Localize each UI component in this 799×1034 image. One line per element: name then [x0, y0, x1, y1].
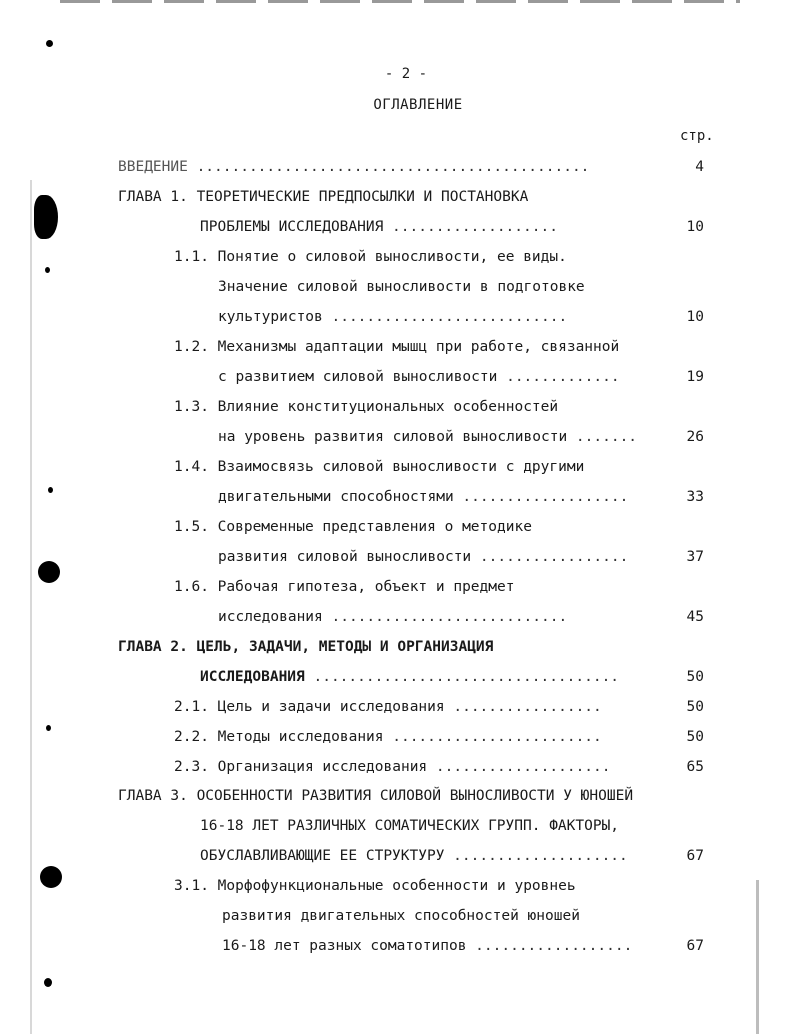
toc-title: ОГЛАВЛЕНИЕ	[373, 97, 463, 113]
toc-page-number: 10	[686, 309, 704, 325]
toc-entry-chapter-2: ГЛАВА 2. ЦЕЛЬ, ЗАДАЧИ, МЕТОДЫ И ОРГАНИЗАЦИЯ	[118, 639, 494, 655]
toc-page-number: 10	[686, 219, 704, 235]
toc-entry-1-1-cont: культуристов ...........................	[218, 309, 568, 325]
toc-page-number: 4	[695, 159, 704, 175]
page-number: - 2 -	[384, 66, 428, 82]
toc-entry-2-1: 2.1. Цель и задачи исследования .................	[174, 699, 602, 715]
toc-entry-3-1: 3.1. Морфофункциональные особенности и уровнеь	[174, 878, 576, 894]
toc-entry-1-4: 1.4. Взаимосвязь силовой выносливости с другими	[174, 459, 585, 475]
toc-entry-3-1-cont: 16-18 лет разных соматотипов ..................	[222, 938, 633, 954]
toc-entry-chapter-3: ГЛАВА 3. ОСОБЕННОСТИ РАЗВИТИЯ СИЛОВОЙ ВЫНОСЛИВОСТИ У ЮНОШЕЙ	[118, 788, 634, 804]
toc-entry-1-1-cont: Значение силовой выносливости в подготовке	[218, 279, 585, 295]
punch-hole-mark	[44, 978, 52, 987]
punch-hole-mark	[45, 267, 50, 273]
toc-entry-1-4-cont: двигательными способностями ...................	[218, 489, 629, 505]
toc-entry-chapter-1: ГЛАВА 1. ТЕОРЕТИЧЕСКИЕ ПРЕДПОСЫЛКИ И ПОСТАНОВКА	[118, 189, 529, 205]
toc-page-number: 26	[686, 429, 704, 445]
toc-page-number: 19	[686, 369, 704, 385]
scan-edge-right	[756, 880, 759, 1034]
toc-entry-chapter-3-cont: 16-18 ЛЕТ РАЗЛИЧНЫХ СОМАТИЧЕСКИХ ГРУПП. ФАКТОРЫ,	[200, 818, 620, 834]
toc-entry-1-3-cont: на уровень развития силовой выносливости .......	[218, 429, 638, 445]
toc-entry-2-3: 2.3. Организация исследования ....................	[174, 759, 611, 775]
toc-page-number: 50	[686, 669, 704, 685]
toc-entry-3-1-cont: развития двигательных способностей юношей	[222, 908, 580, 924]
toc-page-number: 33	[686, 489, 704, 505]
toc-entry-1-6-cont: исследования ...........................	[218, 609, 568, 625]
toc-page-number: 45	[686, 609, 704, 625]
toc-entry-chapter-3-cont: ОБУСЛАВЛИВАЮЩИЕ ЕЕ СТРУКТУРУ ....................	[200, 848, 628, 864]
toc-page-number: 50	[686, 729, 704, 745]
toc-entry-introduction: ВВЕДЕНИЕ .............................................	[118, 159, 590, 175]
toc-entry-1-1: 1.1. Понятие о силовой выносливости, ее виды.	[174, 249, 567, 265]
toc-entry-2-2: 2.2. Методы исследования ........................	[174, 729, 602, 745]
scan-edge-left	[30, 180, 32, 1034]
toc-page-number: 65	[686, 759, 704, 775]
scan-artifact-top	[60, 0, 740, 3]
toc-page-number: 50	[686, 699, 704, 715]
punch-hole-mark	[48, 487, 53, 493]
punch-hole-mark	[46, 40, 53, 47]
toc-entry-1-2: 1.2. Механизмы адаптации мышц при работе, связанной	[174, 339, 620, 355]
punch-hole-mark	[38, 561, 60, 583]
toc-entry-chapter-1-cont: ПРОБЛЕМЫ ИССЛЕДОВАНИЯ ...................	[200, 219, 558, 235]
punch-hole-mark	[40, 866, 62, 888]
punch-hole-mark	[34, 195, 58, 239]
toc-entry-1-5: 1.5. Современные представления о методике	[174, 519, 532, 535]
toc-page-number: 37	[686, 549, 704, 565]
punch-hole-mark	[46, 725, 51, 731]
toc-page-number: 67	[686, 848, 704, 864]
toc-entry-1-2-cont: с развитием силовой выносливости .............	[218, 369, 620, 385]
toc-entry-chapter-2-cont: ИССЛЕДОВАНИЯ ...................................	[200, 669, 620, 685]
toc-entry-1-3: 1.3. Влияние конституциональных особенностей	[174, 399, 559, 415]
toc-page-number: 67	[686, 938, 704, 954]
toc-entry-1-5-cont: развития силовой выносливости .................	[218, 549, 629, 565]
toc-entry-1-6: 1.6. Рабочая гипотеза, объект и предмет	[174, 579, 515, 595]
page-column-label: стр.	[680, 128, 714, 144]
